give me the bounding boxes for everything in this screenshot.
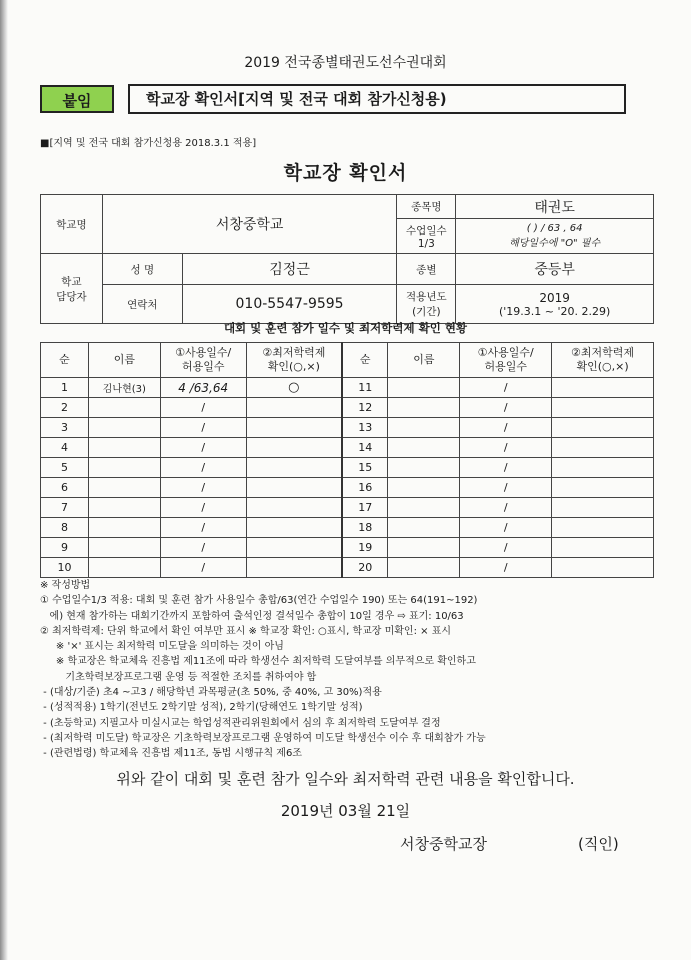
year-period: ('19.3.1 ~ '20. 2.29) <box>498 304 611 318</box>
row-no-right: 12 <box>342 398 388 418</box>
row-days: 4 /63,64 <box>160 378 246 398</box>
days-label-line2: 1/3 <box>417 237 435 250</box>
row-name-right <box>388 438 460 458</box>
row-days: / <box>160 558 246 578</box>
row-name <box>88 538 160 558</box>
row-min <box>246 478 342 498</box>
table-row <box>41 418 654 438</box>
row-min <box>246 558 342 578</box>
row-name-right <box>388 558 460 578</box>
row-name <box>88 498 160 518</box>
row-min-right <box>552 558 654 578</box>
row-days: / <box>160 398 246 418</box>
row-min-right <box>552 458 654 478</box>
row-name-right <box>388 498 460 518</box>
row-min: ○ <box>246 378 342 398</box>
row-no: 9 <box>41 538 89 558</box>
row-min <box>246 538 342 558</box>
contact-value: 010-5547-9595 <box>182 285 397 324</box>
row-name <box>88 558 160 578</box>
attachment-badge: 붙임 <box>40 85 114 113</box>
method-line: 에) 현재 참가하는 대회기간까지 포함하여 출석인정 결석일수 총합이 10일 경우 ⇨ 표기: 10/63 <box>40 610 464 622</box>
event-type-value: 태권도 <box>456 195 654 219</box>
row-name <box>88 418 160 438</box>
row-no-right: 18 <box>342 518 388 538</box>
row-no-right: 11 <box>342 378 388 398</box>
row-min-right <box>552 418 654 438</box>
row-name <box>88 438 160 458</box>
category-label: 종별 <box>397 254 456 285</box>
row-min <box>246 458 342 478</box>
year-label-line2: (기간) <box>412 306 441 318</box>
row-no: 1 <box>41 378 89 398</box>
table-row <box>41 438 654 458</box>
status-table <box>40 342 654 578</box>
row-min <box>246 498 342 518</box>
col-no-right: 순 <box>342 343 388 378</box>
year-value: 2019 <box>539 290 570 305</box>
method-line: 기초학력보장프로그램 운영 등 적절한 조치를 취하여야 함 <box>40 671 317 683</box>
info-table <box>40 194 654 324</box>
row-min-right <box>552 398 654 418</box>
row-name-right <box>388 378 460 398</box>
row-days-right: / <box>460 458 552 478</box>
row-days: / <box>160 418 246 438</box>
table-row <box>41 478 654 498</box>
method-line: ② 최저학력제: 단위 학교에서 확인 여부만 표시 ※ 학교장 확인: ○표시, 학교장 미확인: × 표시 <box>40 625 452 637</box>
year-cell <box>456 285 654 324</box>
method-line: - (최저학력 미도달) 학교장은 기초학력보장프로그램 운영하여 미도달 학생선수 이수 후 대회참가 가능 <box>40 732 486 744</box>
col-name: 이름 <box>88 343 160 378</box>
table-row <box>41 498 654 518</box>
contact-label: 연락처 <box>102 285 182 324</box>
row-name-right <box>388 538 460 558</box>
manager-label <box>41 254 103 324</box>
col-days-line1: ①사용일수/ <box>175 346 232 359</box>
row-no: 4 <box>41 438 89 458</box>
status-caption: 대회 및 훈련 참가 일수 및 최저학력제 확인 현황 <box>223 321 468 335</box>
table-row <box>41 558 654 578</box>
row-no-right: 15 <box>342 458 388 478</box>
method-title: ※ 작성방법 <box>40 580 91 591</box>
days-cell <box>456 219 654 254</box>
col-name-right: 이름 <box>388 343 460 378</box>
days-label <box>397 219 456 254</box>
row-name-right <box>388 398 460 418</box>
row-days: / <box>160 478 246 498</box>
row-name <box>88 398 160 418</box>
row-days-right: / <box>460 558 552 578</box>
school-label: 학교명 <box>41 195 103 254</box>
method-line: - (성적적용) 1학기(전년도 2학기말 성적), 2학기(당해연도 1학기말 성적) <box>40 702 363 714</box>
row-days: / <box>160 458 246 478</box>
col-days-right-line2: 허용일수 <box>484 360 527 373</box>
row-no: 7 <box>41 498 89 518</box>
year-label-line1: 적용년도 <box>406 291 447 303</box>
year-label <box>397 285 456 324</box>
form-title: 학교장 확인서[지역 및 전국 대회 참가신청용) <box>128 84 626 114</box>
row-name-right <box>388 478 460 498</box>
row-no: 5 <box>41 458 89 478</box>
table-row <box>41 538 654 558</box>
name-value: 김정근 <box>182 254 397 285</box>
row-days: / <box>160 498 246 518</box>
col-min-right-line2: 확인(○,×) <box>576 360 629 373</box>
row-days: / <box>160 438 246 458</box>
confirm-text: 위와 같이 대회 및 훈련 참가 일수와 최저학력 관련 내용을 확인합니다. <box>116 770 575 788</box>
row-no: 8 <box>41 518 89 538</box>
manager-label-line2: 담당자 <box>56 290 87 303</box>
name-label: 성 명 <box>102 254 182 285</box>
row-days-right: / <box>460 378 552 398</box>
col-days-line2: 허용일수 <box>181 360 225 373</box>
row-name-right <box>388 418 460 438</box>
row-min-right <box>552 498 654 518</box>
days-label-line1: 수업일수 <box>406 224 447 237</box>
col-min <box>246 343 342 378</box>
col-min-line1: ②최저학력제 <box>262 346 326 359</box>
row-days-right: / <box>460 398 552 418</box>
table-row <box>41 458 654 478</box>
row-no: 10 <box>41 558 89 578</box>
row-no: 2 <box>41 398 89 418</box>
table-row <box>41 378 654 398</box>
method-line: ① 수업일수1/3 적용: 대회 및 훈련 참가 사용일수 총합/63(연간 수업일수 190) 또는 64(191~192) <box>40 595 478 607</box>
col-min-right-line1: ②최저학력제 <box>571 346 635 359</box>
row-min-right <box>552 438 654 458</box>
confirm-date: 2019년 03월 21일 <box>280 802 411 820</box>
col-days-right-line1: ①사용일수/ <box>477 346 534 359</box>
row-days-right: / <box>460 498 552 518</box>
col-days <box>160 343 246 378</box>
row-days-right: / <box>460 478 552 498</box>
event-title: 2019 전국종별태권도선수권대회 <box>244 55 447 71</box>
col-min-line2: 확인(○,×) <box>267 360 320 373</box>
school-value: 서창중학교 <box>102 195 396 254</box>
row-no-right: 20 <box>342 558 388 578</box>
row-days-right: / <box>460 538 552 558</box>
row-name: 김나현(3) <box>88 378 160 398</box>
row-name <box>88 518 160 538</box>
row-name-right <box>388 518 460 538</box>
col-min-right <box>552 343 654 378</box>
table-row <box>41 398 654 418</box>
event-type-label: 종목명 <box>397 195 456 219</box>
method-line: ※ 학교장은 학교체육 진흥법 제11조에 따라 학생선수 최저학력 도달여부를 의무적으로 확인하고 <box>40 656 476 668</box>
row-min-right <box>552 538 654 558</box>
row-min <box>246 438 342 458</box>
form-note: ■[지역 및 전국 대회 참가신청용 2018.3.1 적용] <box>40 138 257 149</box>
method-line: - (초등학교) 지필고사 미실시교는 학업성적관리위원회에서 심의 후 최저학력 도달여부 결정 <box>40 717 441 729</box>
days-note: 해당일수에 "O" 필수 <box>509 238 601 249</box>
table-row <box>41 518 654 538</box>
method-section <box>40 578 660 762</box>
row-no: 3 <box>41 418 89 438</box>
row-min <box>246 518 342 538</box>
category-value: 중등부 <box>456 254 654 285</box>
row-days-right: / <box>460 438 552 458</box>
row-no-right: 19 <box>342 538 388 558</box>
row-min <box>246 418 342 438</box>
row-min <box>246 398 342 418</box>
row-no-right: 17 <box>342 498 388 518</box>
row-no: 6 <box>41 478 89 498</box>
row-min-right <box>552 518 654 538</box>
row-no-right: 13 <box>342 418 388 438</box>
method-line: - (관련법령) 학교체육 진흥법 제11조, 동법 시행규칙 제6조 <box>40 748 302 760</box>
row-no-right: 14 <box>342 438 388 458</box>
row-min-right <box>552 478 654 498</box>
row-days: / <box>160 518 246 538</box>
method-line: ※ '×' 표시는 최저학력 미도달을 의미하는 것이 아님 <box>40 641 284 653</box>
official-seal: (직인) <box>578 835 619 853</box>
method-line: - (대상/기준) 초4 ~고3 / 해당학년 과목평균(초 50%, 중 40%, 고 30%)적용 <box>40 687 382 699</box>
manager-label-line1: 학교 <box>61 275 82 288</box>
col-no: 순 <box>41 343 89 378</box>
row-days: / <box>160 538 246 558</box>
row-name <box>88 458 160 478</box>
row-name <box>88 478 160 498</box>
principal-name: 서창중학교장 <box>400 835 487 853</box>
row-days-right: / <box>460 418 552 438</box>
col-days-right <box>460 343 552 378</box>
row-no-right: 16 <box>342 478 388 498</box>
row-days-right: / <box>460 518 552 538</box>
row-name-right <box>388 458 460 478</box>
days-value: ( ) / 63 , 64 <box>526 223 583 234</box>
row-min-right <box>552 378 654 398</box>
document-title: 학교장 확인서 <box>283 162 408 184</box>
